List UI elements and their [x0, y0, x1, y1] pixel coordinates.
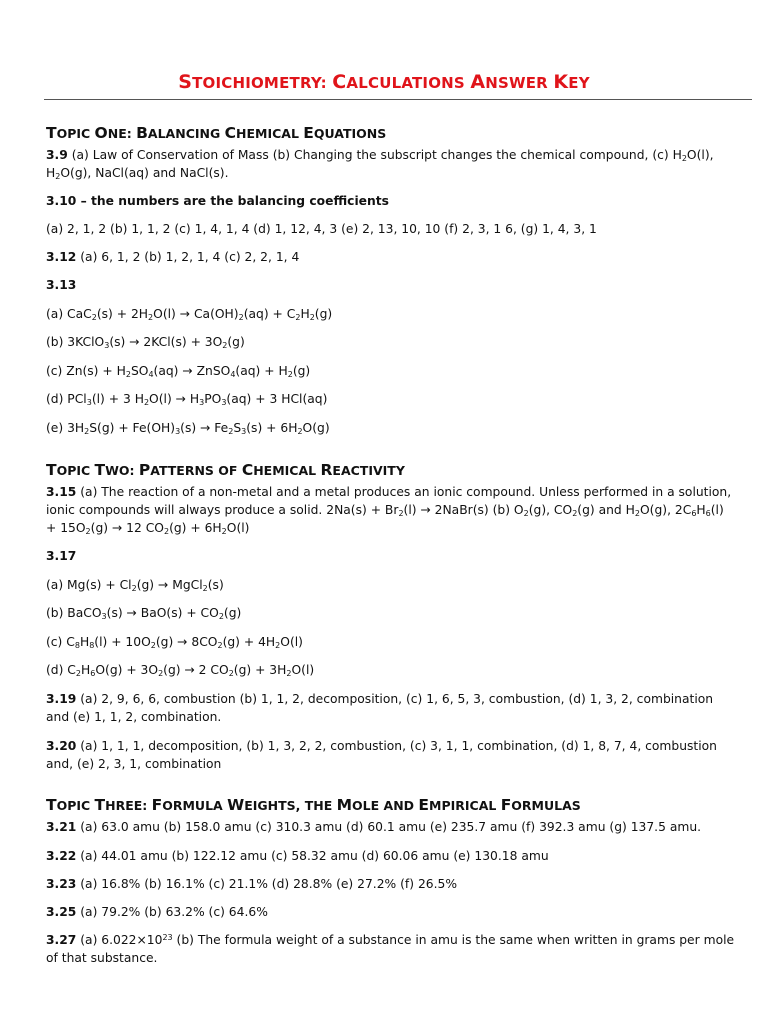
- answer-3-25: 3.25 (a) 79.2% (b) 63.2% (c) 64.6%: [46, 905, 268, 919]
- answer-3-13-heading: 3.13: [46, 278, 77, 292]
- answer-3-23: 3.23 (a) 16.8% (b) 16.1% (c) 21.1% (d) 28.8% (e) 27.2% (f) 26.5%: [46, 877, 458, 891]
- answer-3-22: 3.22 (a) 44.01 amu (b) 122.12 amu (c) 58.32 amu (d) 60.06 amu (e) 130.18 amu: [46, 849, 549, 863]
- answer-3-21: 3.21 (a) 63.0 amu (b) 158.0 amu (c) 310.3 amu (d) 60.1 amu (e) 235.7 amu (f) 392.3 amu (g) 137.5 amu.: [46, 820, 702, 834]
- equation-3-17-a: (a) $Mg(s) + Cl_2(g)$ → MgCl$_2$(s): [46, 578, 224, 593]
- equation-3-13-d: (d) PCl$_3$(l) + 3 $H_2O(l) \to H_3PO_3(aq) + 3$ HCl(aq): [46, 392, 328, 407]
- title-divider: [44, 99, 752, 100]
- answer-3-10-heading: 3.10 – the numbers are the balancing coefficients: [46, 194, 389, 208]
- equation-3-13-b: (b) 3KClO$_3$(s) → $2KCl(s) + 3O_2(g)$: [46, 335, 245, 350]
- answer-3-15: 3.15 (a) The reaction of a non-metal and a metal produces an ionic compound. Unless performed in a solution, ionic compounds will always produce a solid. $2Na(s) + Br_2(l)$ → 2NaBr(s) (b) $O_2(g)$, $CO_2(g)$ and $H_2O(g)$, $2C_6H_6(l)$ + $15O_2(g) \to 12$ $CO_2(g) + 6H_2O(l)$: [46, 485, 732, 536]
- equation-3-13-c: (c) $Zn(s) + H_2SO_4(aq)$ → ZnSO$_4$(aq) + $H_2(g)$: [46, 364, 311, 379]
- equation-3-13-a: (a) $CaC_2(s) + 2H_2O(l) \to Ca(OH)_2(aq) + C_2H_2(g)$: [46, 307, 333, 322]
- answer-3-20: 3.20 (a) 1, 1, 1, decomposition, (b) 1, 3, 2, 2, combustion, (c) 3, 1, 1, combination, (d) 1, 8, 7, 4, combustion and, (e) 2, 3, 1, combination: [46, 739, 717, 771]
- topic-one-heading: TOPIC ONE: BALANCING CHEMICAL EQUATIONS: [46, 124, 387, 142]
- equation-3-17-b: (b) BaCO$_3$(s) → $BaO(s) + CO_2(g)$: [46, 606, 242, 621]
- topic-two-heading: TOPIC TWO: PATTERNS OF CHEMICAL REACTIVITY: [46, 461, 405, 479]
- equation-3-17-c: (c) $C_8H_8(l) + 10O_2(g) \to 8CO_2(g) + 4H_2O(l)$: [46, 635, 303, 650]
- topic-three-heading: TOPIC THREE: FORMULA WEIGHTS, THE MOLE AND EMPIRICAL FORMULAS: [46, 796, 581, 814]
- answer-3-27: 3.27 (a) $6.022\times 10^{23}$ (b) The formula weight of a substance in amu is the same when written in grams per mole of that substance.: [46, 933, 735, 965]
- page-title: STOICHIOMETRY: CALCULATIONS ANSWER KEY: [178, 71, 590, 93]
- answer-3-17-heading: 3.17: [46, 549, 77, 563]
- equation-3-17-d: (d) $C_2H_6O(g) + 3O_2(g) \to 2$ $CO_2(g) + 3H_2O(l)$: [46, 663, 315, 678]
- answer-3-9: 3.9 (a) Law of Conservation of Mass (b) Changing the subscript changes the chemical compound, (c) $H_2O(l)$, $H_2O(g)$, NaCl(aq) and NaCl(s).: [46, 148, 714, 181]
- answer-3-19: 3.19 (a) 2, 9, 6, 6, combustion (b) 1, 1, 2, decomposition, (c) 1, 6, 5, 3, combustion, (d) 1, 3, 2, combination and (e) 1, 1, 2, combination.: [46, 692, 714, 724]
- equation-3-13-e: (e) $3H_2S(g) + Fe(OH)_3(s) \to Fe_2S_3(s) + 6H_2O(g)$: [46, 421, 330, 436]
- answer-3-10: (a) 2, 1, 2 (b) 1, 1, 2 (c) 1, 4, 1, 4 (d) 1, 12, 4, 3 (e) 2, 13, 10, 10 (f) 2, 3, 1 6, (g) 1, 4, 3, 1: [46, 222, 597, 236]
- answer-3-12: 3.12 (a) 6, 1, 2 (b) 1, 2, 1, 4 (c) 2, 2, 1, 4: [46, 250, 300, 264]
